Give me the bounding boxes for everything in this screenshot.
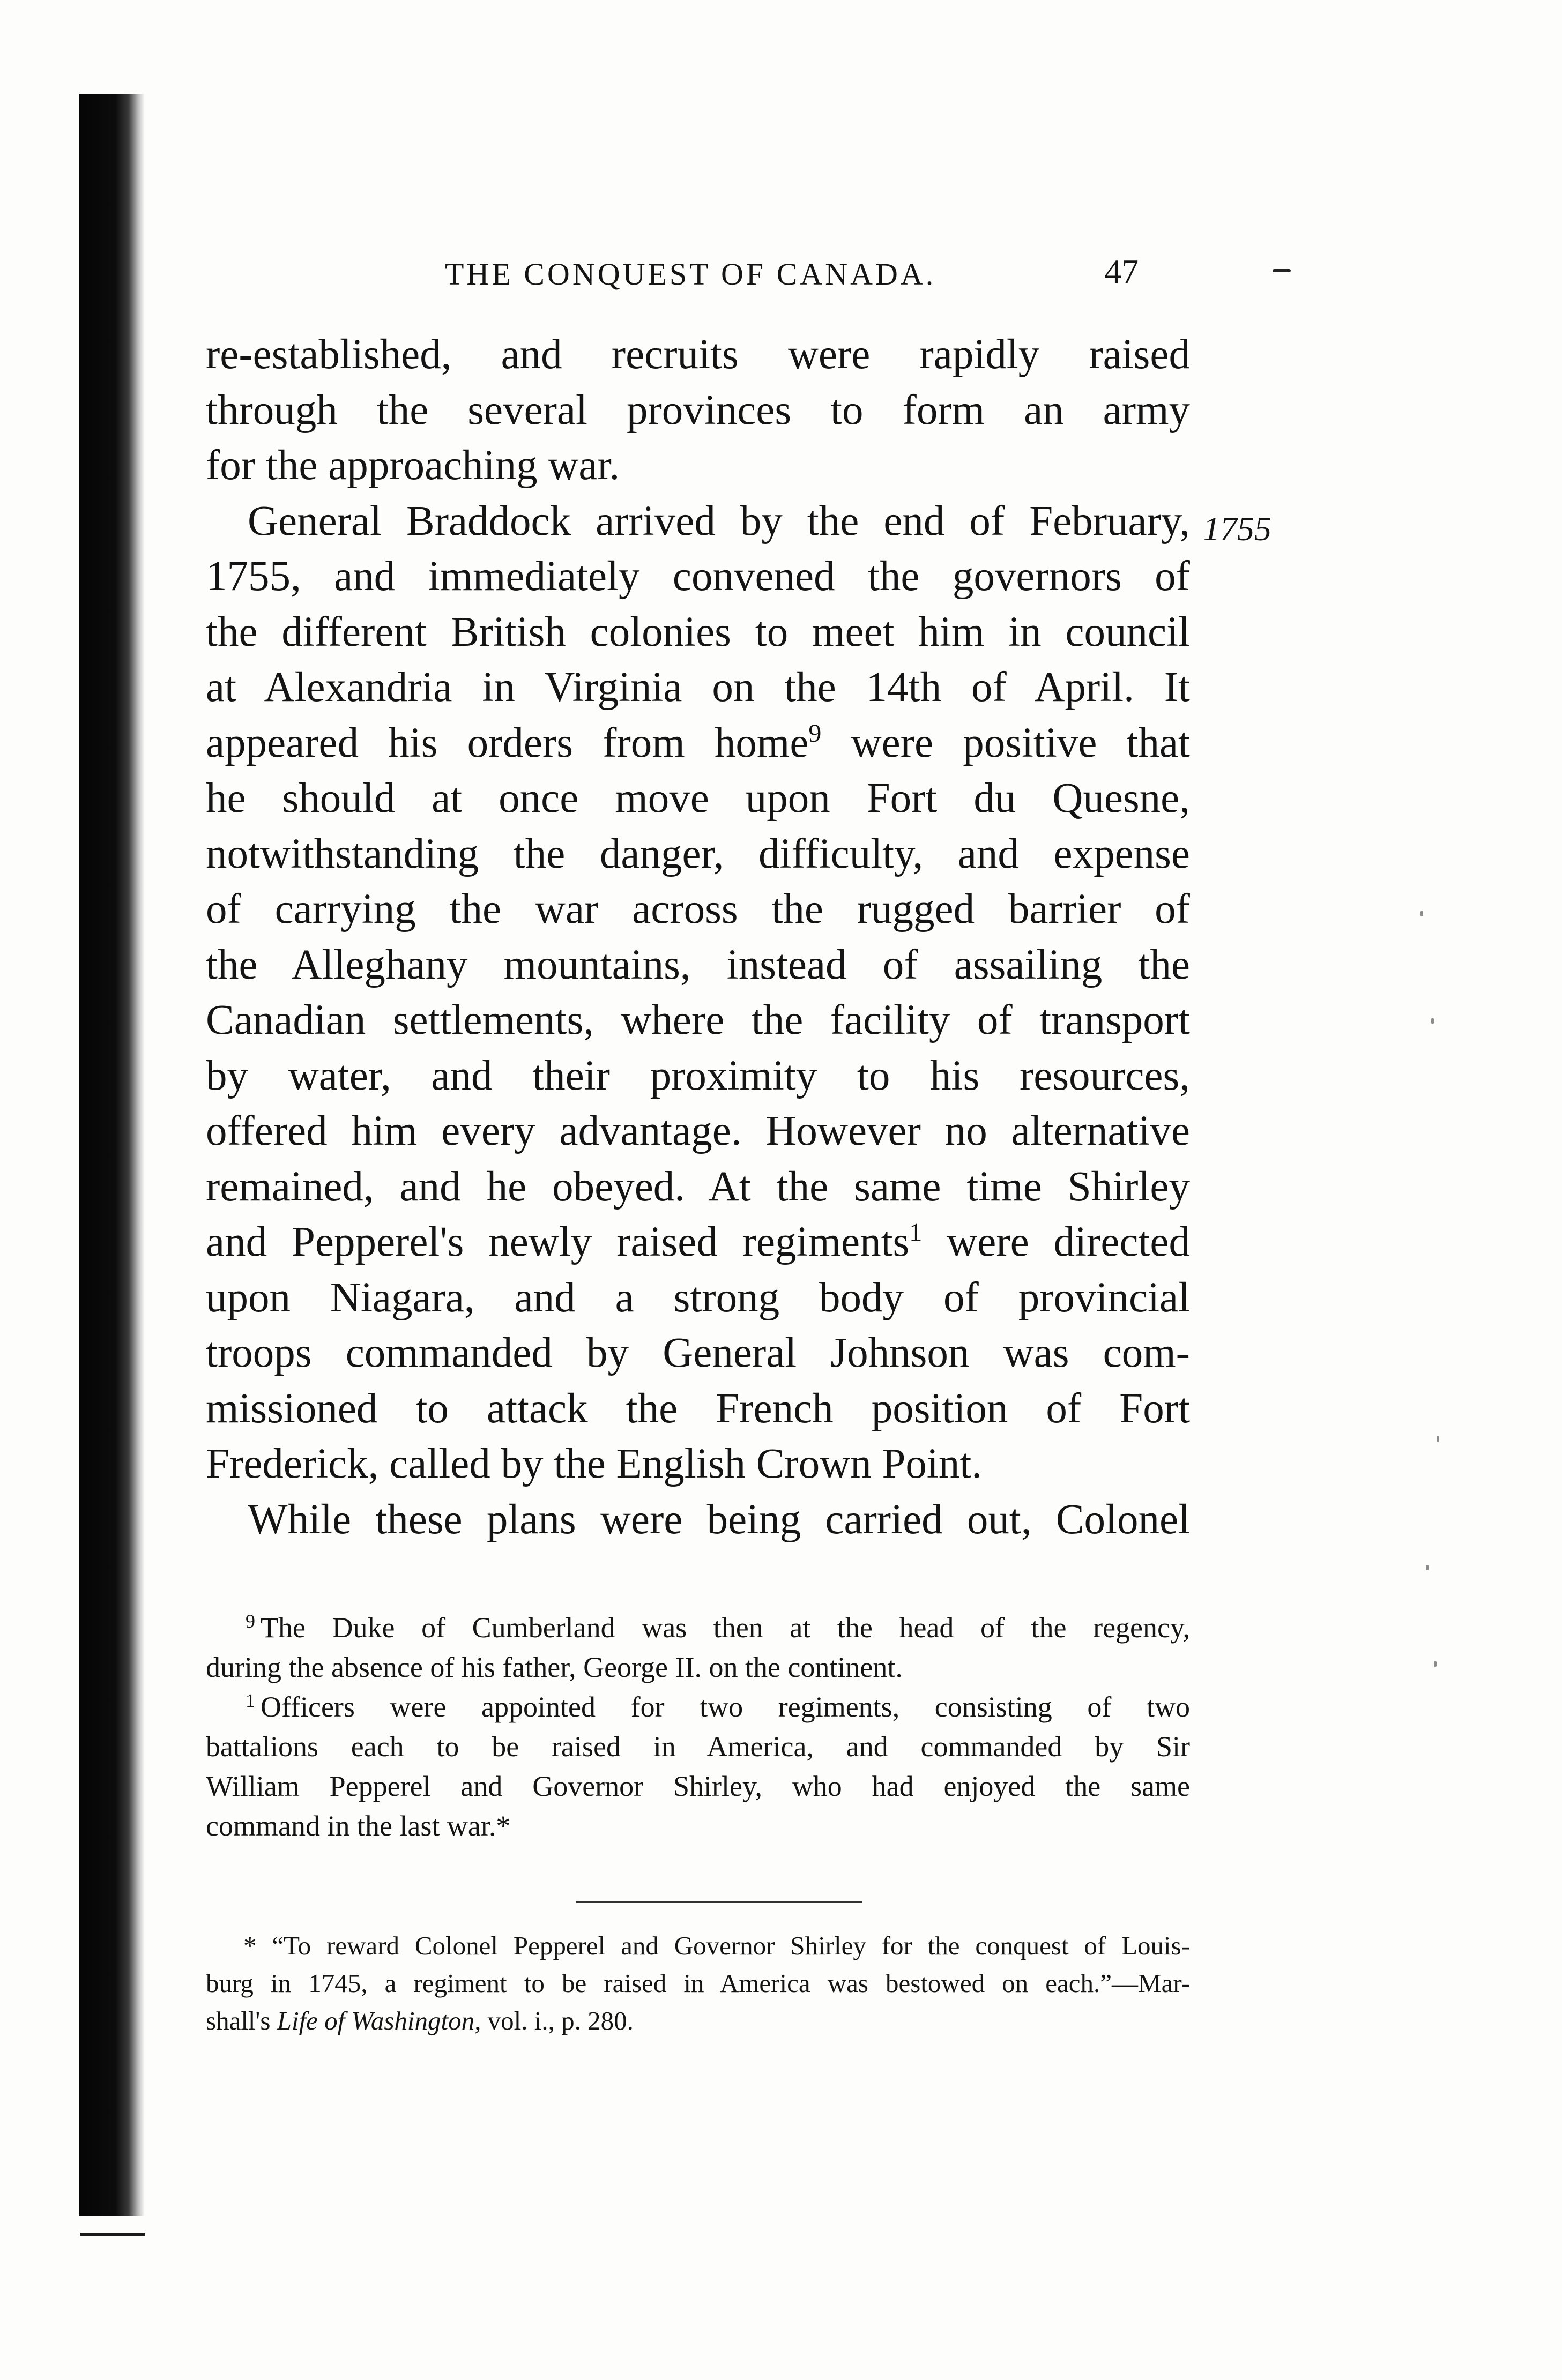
footnote-9-text-1: The Duke of Cumberland was then at the head of the regency, — [261, 1611, 1190, 1644]
body-line-11: of carrying the war across the rugged barrier of — [206, 886, 1190, 932]
footnotes — [206, 1608, 1190, 1846]
footnote-1-star-ref[interactable]: * — [496, 1810, 511, 1842]
editor-note-line-1 — [206, 1927, 1190, 1965]
head-dash-mark — [1273, 269, 1291, 272]
footnote-1-line-1 — [206, 1687, 1190, 1727]
editor-note-line-3 — [206, 2002, 1190, 2040]
body-line-8 — [206, 715, 1190, 771]
editor-note-book-title: Life of Washington, — [277, 2006, 481, 2035]
footnote-ref-1[interactable]: 1 — [909, 1218, 923, 1247]
body-line-2: through the several provinces to form an army — [206, 386, 1190, 434]
body-line-16: remained, and he obeyed. At the same time Shirley — [206, 1163, 1190, 1210]
scan-speck — [1437, 1436, 1439, 1442]
body-line-6: the different British colonies to meet him in council — [206, 608, 1190, 655]
margin-note-year: 1755 — [1203, 510, 1271, 548]
footnote-1-line-4 — [206, 1806, 1190, 1846]
body-line-12: the Alleghany mountains, instead of assailing the — [206, 941, 1190, 988]
scan-speck — [1426, 1565, 1429, 1570]
editor-note-text-3b: vol. i., p. 280. — [481, 2006, 634, 2035]
body-text — [206, 327, 1190, 1547]
body-line-1: re-established, and recruits were rapidly raised — [206, 331, 1190, 378]
body-line-21: Frederick, called by the English Crown Point. — [206, 1441, 983, 1487]
body-line-15: offered him every advantage. However no alternative — [206, 1108, 1190, 1154]
running-head: THE CONQUEST OF CANADA. — [445, 257, 936, 292]
footnote-9-line-1 — [206, 1608, 1190, 1647]
body-line-19: troops commanded by General Johnson was com- — [206, 1330, 1190, 1376]
editor-note-text-3a: shall's — [206, 2006, 277, 2035]
scan-speck — [1431, 1018, 1434, 1024]
body-line-18: upon Niagara, and a strong body of provincial — [206, 1274, 1190, 1321]
footnote-1-line-2: battalions each to be raised in America, and commanded by Sir — [206, 1730, 1190, 1763]
editor-note-line-2: burg in 1745, a regiment to be raised in America was bestowed on each.”—Mar- — [206, 1968, 1190, 1998]
footnote-1-text-4: command in the last war. — [206, 1810, 496, 1842]
body-line-8-part-b: were positive that — [851, 719, 1191, 766]
scan-speck — [1420, 911, 1423, 916]
body-line-14: by water, and their proximity to his resources, — [206, 1052, 1190, 1099]
editor-note-mark: * — [243, 1931, 257, 1960]
body-line-20: missioned to attack the French position of Fort — [206, 1385, 1190, 1432]
page-number: 47 — [1104, 252, 1139, 290]
binding-rule — [80, 2233, 145, 2236]
binding-shadow — [79, 94, 145, 2216]
body-line-9: he should at once move upon Fort du Quesne, — [206, 775, 1190, 822]
footnote-9-mark: 9 — [246, 1610, 255, 1632]
body-line-8-part-a: appeared his orders from home — [206, 719, 809, 766]
body-line-7: at Alexandria in Virginia on the 14th of April. It — [206, 664, 1190, 711]
scan-specks — [1415, 911, 1447, 1715]
body-line-22: While these plans were being carried out, Colonel — [248, 1496, 1190, 1543]
body-line-10: notwithstanding the danger, difficulty, and expense — [206, 830, 1190, 877]
body-line-13: Canadian settlements, where the facility of transport — [206, 997, 1190, 1043]
body-line-5: 1755, and immediately convened the governors of — [206, 553, 1190, 600]
body-line-17-part-a: and Pepperel's newly raised regiments — [206, 1219, 910, 1265]
editor-note — [206, 1927, 1190, 2040]
footnote-divider-rule — [576, 1901, 862, 1903]
footnote-1-mark: 1 — [246, 1690, 255, 1711]
body-line-3: for the approaching war. — [206, 442, 620, 489]
footnote-ref-9[interactable]: 9 — [808, 719, 822, 748]
body-line-4: General Braddock arrived by the end of February, — [248, 497, 1190, 544]
footnote-1-line-3: William Pepperel and Governor Shirley, who had enjoyed the same — [206, 1770, 1190, 1802]
body-line-17 — [206, 1214, 1190, 1270]
footnote-1-text-1: Officers were appointed for two regiments, consisting of two — [261, 1691, 1190, 1723]
footnote-9-line-2: during the absence of his father, George II. on the continent. — [206, 1651, 903, 1683]
editor-note-text-1: “To reward Colonel Pepperel and Governor Shirley for the conquest of Louis- — [272, 1931, 1191, 1960]
body-line-17-part-b: were directed — [947, 1219, 1190, 1265]
scan-speck — [1434, 1661, 1437, 1667]
